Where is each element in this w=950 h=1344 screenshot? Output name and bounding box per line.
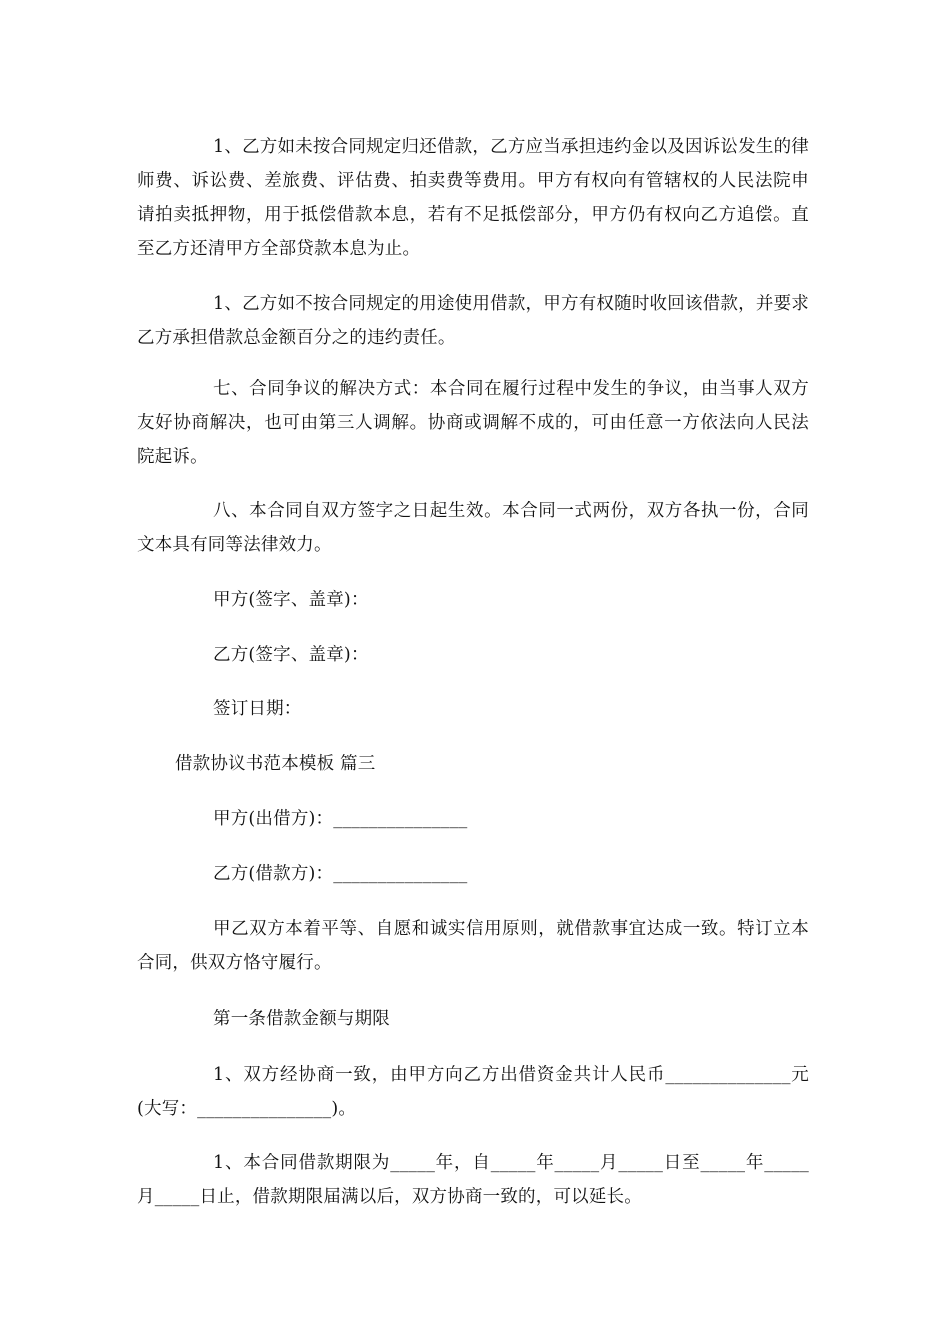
- section-title: 借款协议书范本模板 篇三: [175, 754, 376, 774]
- signature-party-b: 乙方(签字、盖章)：: [213, 645, 369, 665]
- signature-party-a: 甲方(签字、盖章)：: [213, 590, 369, 610]
- clause-effectiveness: 八、本合同自双方签字之日起生效。本合同一式两份，双方各执一份，合同文本具有同等法律效力。: [137, 501, 809, 555]
- signing-date: 签订日期：: [213, 699, 302, 719]
- party-a-lender: 甲方(出借方)：_______________: [213, 809, 468, 829]
- clause-default-liability: 1、乙方如未按合同规定归还借款，乙方应当承担违约金以及因诉讼发生的律师费、诉讼费、差旅费、评估费、拍卖费等费用。甲方有权向有管辖权的人民法院申请拍卖抵押物，用于抵偿借款本息，若有不足抵偿部分，甲方仍有权向乙方追偿。直至乙方还清甲方全部贷款本息为止。: [137, 137, 809, 259]
- clause-misuse-liability: 1、乙方如不按合同规定的用途使用借款，甲方有权随时收回该借款，并要求乙方承担借款总金额百分之的违约责任。: [137, 294, 809, 348]
- clause-loan-term: 1、本合同借款期限为_____年，自_____年_____月_____日至_____年_____月_____日止，借款期限届满以后，双方协商一致的，可以延长。: [137, 1153, 809, 1207]
- party-b-borrower: 乙方(借款方)：_______________: [213, 864, 468, 884]
- preamble-paragraph: 甲乙双方本着平等、自愿和诚实信用原则，就借款事宜达成一致。特订立本合同，供双方恪守履行。: [137, 919, 809, 973]
- clause-dispute-resolution: 七、合同争议的解决方式：本合同在履行过程中发生的争议，由当事人双方友好协商解决，也可由第三人调解。协商或调解不成的，可由任意一方依法向人民法院起诉。: [137, 379, 809, 467]
- clause-loan-amount: 1、双方经协商一致，由甲方向乙方出借资金共计人民币______________元(大写：_______________)。: [137, 1065, 809, 1119]
- article-one-heading: 第一条借款金额与期限: [213, 1009, 390, 1029]
